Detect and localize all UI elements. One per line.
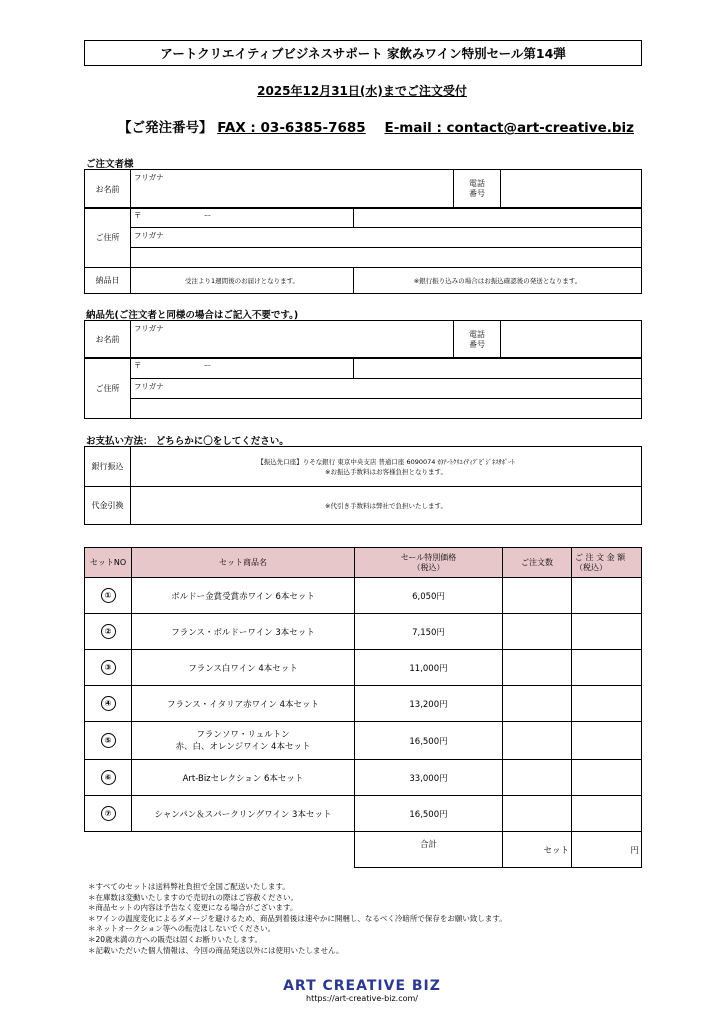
note-item: ＊ワインの温度変化によるダメージを避けるため、商品到着後は速やかに開梱し、なるべく冷暗所で保存をお願い致します。 xyxy=(88,913,507,923)
deadline-text: 2025年12月31日(水)までご注文受付 xyxy=(257,84,467,98)
table-row xyxy=(85,578,642,614)
delivery-date-label: 納品日 xyxy=(85,268,131,294)
note-item: ＊すべてのセットは送料弊社負担で全国ご配送いたします。 xyxy=(88,882,290,891)
bank-fee-note: ※お振込手数料はお客様負担となります。 xyxy=(325,467,447,476)
product-price: 16,500円 xyxy=(355,796,503,832)
quantity-field[interactable] xyxy=(503,686,572,722)
cod-option[interactable]: 代金引換 xyxy=(85,487,131,525)
amount-field[interactable] xyxy=(572,760,642,796)
header-set-no: セットNO xyxy=(85,548,132,578)
amount-field[interactable] xyxy=(572,722,642,760)
footer-logo xyxy=(0,978,724,1003)
orderer-address-field-1[interactable] xyxy=(354,208,642,228)
product-name: Art-Bizセレクション 6本セット xyxy=(132,760,355,796)
website-url[interactable]: https://art-creative-biz.com/ xyxy=(306,994,418,1003)
orderer-delivery-table xyxy=(84,267,642,294)
order-table xyxy=(84,547,642,868)
furigana-label: フリガナ xyxy=(134,173,164,182)
document-title: アートクリエイティブビジネスサポート 家飲みワイン特別セール第14弾 xyxy=(84,40,642,66)
product-price: 13,200円 xyxy=(355,686,503,722)
delivery-note: 受注より1週間後のお届けとなります。 xyxy=(131,268,354,294)
recipient-phone-label: 電話 番号 xyxy=(454,321,501,359)
table-row xyxy=(85,650,642,686)
set-number: ④ xyxy=(101,696,116,711)
recipient-address-field-2[interactable] xyxy=(131,399,642,419)
product-name: ボルドー金賞受賞赤ワイン 6本セット xyxy=(132,578,355,614)
product-price: 11,000円 xyxy=(355,650,503,686)
postal-mark: 〒 xyxy=(134,211,142,220)
set-number: ③ xyxy=(101,660,116,675)
orderer-address-furigana[interactable] xyxy=(131,228,642,248)
order-number-label: 【ご発注番号】 xyxy=(118,120,213,136)
total-amount-field[interactable] xyxy=(572,832,642,868)
header-amount: ご 注 文 金 額 （税込） xyxy=(572,548,642,578)
fax-number[interactable]: FAX : 03-6385-7685 xyxy=(217,120,366,136)
product-name: フランソワ・リュルトン 赤、白、オレンジワイン 4本セット xyxy=(132,722,355,760)
product-name: シャンパン＆スパークリングワイン 3本セット xyxy=(132,796,355,832)
bank-account-line: 【振込先口座】りそな銀行 東京中央支店 普通口座 6090074 ｶ)ｱｰﾄｸﾘｴｲﾃｨﾌﾞﾋﾞｼﾞﾈｽｻﾎﾟｰﾄ xyxy=(257,457,515,466)
orderer-table xyxy=(84,169,642,209)
amount-field[interactable] xyxy=(572,796,642,832)
total-label: 合計 xyxy=(355,832,503,868)
contact-line xyxy=(118,116,634,136)
note-item: ＊20歳未満の方への販売は固くお断りいたします。 xyxy=(88,934,262,944)
set-number: ⑥ xyxy=(101,770,116,785)
orderer-section-label: ご注文者様 xyxy=(86,159,134,170)
payment-table xyxy=(84,446,642,525)
amount-field[interactable] xyxy=(572,650,642,686)
orderer-name-label: お名前 xyxy=(85,170,131,209)
orderer-address-field-2[interactable] xyxy=(131,248,642,268)
set-number: ⑤ xyxy=(101,733,116,748)
product-name: フランス・ボルドーワイン 3本セット xyxy=(132,614,355,650)
quantity-field[interactable] xyxy=(503,796,572,832)
company-logo: ART CREATIVE BIZ xyxy=(283,978,441,994)
product-name: フランス白ワイン 4本セット xyxy=(132,650,355,686)
bank-account-info xyxy=(131,447,642,487)
recipient-address-table xyxy=(84,357,642,419)
postal-mark: 〒 xyxy=(134,361,142,370)
quantity-field[interactable] xyxy=(503,722,572,760)
recipient-address-field-1[interactable] xyxy=(354,358,642,379)
recipient-address-furigana[interactable] xyxy=(131,379,642,399)
note-item: ＊在庫数は変動いたしますので売切れの際はご容赦ください。 xyxy=(88,892,298,902)
set-number: ⑦ xyxy=(101,806,116,821)
recipient-name-field[interactable] xyxy=(131,321,454,359)
total-quantity-field[interactable] xyxy=(503,832,572,868)
product-price: 16,500円 xyxy=(355,722,503,760)
quantity-field[interactable] xyxy=(503,760,572,796)
recipient-phone-field[interactable] xyxy=(501,321,642,359)
yen-unit: 円 xyxy=(630,845,639,856)
recipient-section-label: 納品先(ご注文者と同様の場合はご記入不要です。) xyxy=(86,310,299,321)
orderer-phone-label: 電話 番号 xyxy=(454,170,501,209)
set-number: ② xyxy=(101,624,116,639)
orderer-phone-field[interactable] xyxy=(501,170,642,209)
recipient-name-label: お名前 xyxy=(85,321,131,359)
set-unit: セット xyxy=(543,845,569,856)
table-row xyxy=(85,722,642,760)
recipient-address-label: ご住所 xyxy=(85,358,131,419)
bank-transfer-option[interactable]: 銀行振込 xyxy=(85,447,131,487)
amount-field[interactable] xyxy=(572,614,642,650)
table-row xyxy=(85,796,642,832)
table-row xyxy=(85,760,642,796)
payment-section-label: お支払い方法： どちらかに〇をしてください。 xyxy=(86,436,289,447)
cod-note: ※代引き手数料は弊社で負担いたします。 xyxy=(131,487,642,525)
orderer-address-table xyxy=(84,207,642,268)
quantity-field[interactable] xyxy=(503,578,572,614)
amount-field[interactable] xyxy=(572,578,642,614)
orderer-postal-field[interactable] xyxy=(131,208,354,228)
furigana-label: フリガナ xyxy=(134,231,164,240)
product-price: 33,000円 xyxy=(355,760,503,796)
recipient-postal-field[interactable] xyxy=(131,358,354,379)
furigana-label: フリガナ xyxy=(134,382,164,391)
quantity-field[interactable] xyxy=(503,650,572,686)
total-row xyxy=(85,832,642,868)
amount-field[interactable] xyxy=(572,686,642,722)
orderer-name-field[interactable] xyxy=(131,170,454,209)
postal-dash: ー xyxy=(203,361,212,370)
email-link[interactable]: E-mail : contact@art-creative.biz xyxy=(384,120,635,136)
note-item: ＊ネットオークション等への転売はしないでください。 xyxy=(88,924,276,934)
table-row xyxy=(85,614,642,650)
product-name: フランス・イタリア赤ワイン 4本セット xyxy=(132,686,355,722)
furigana-label: フリガナ xyxy=(134,324,164,333)
header-price: セール特別価格 （税込） xyxy=(355,548,503,578)
product-price: 7,150円 xyxy=(355,614,503,650)
set-number: ① xyxy=(101,588,116,603)
header-quantity: ご注文数 xyxy=(503,548,572,578)
bank-transfer-note: ※銀行振り込みの場合はお振込確認後の発送となります。 xyxy=(354,268,642,294)
orderer-address-label: ご住所 xyxy=(85,208,131,268)
quantity-field[interactable] xyxy=(503,614,572,650)
table-row xyxy=(85,686,642,722)
postal-dash: ー xyxy=(203,211,212,220)
product-price: 6,050円 xyxy=(355,578,503,614)
recipient-table xyxy=(84,320,642,359)
header-product-name: セット商品名 xyxy=(132,548,355,578)
note-item: ＊商品セットの内容は予告なく変更になる場合がございます。 xyxy=(88,903,298,913)
note-item: ＊記載いただいた個人情報は、今回の商品発送以外には使用いたしません。 xyxy=(88,945,344,955)
notes-list xyxy=(88,882,507,956)
